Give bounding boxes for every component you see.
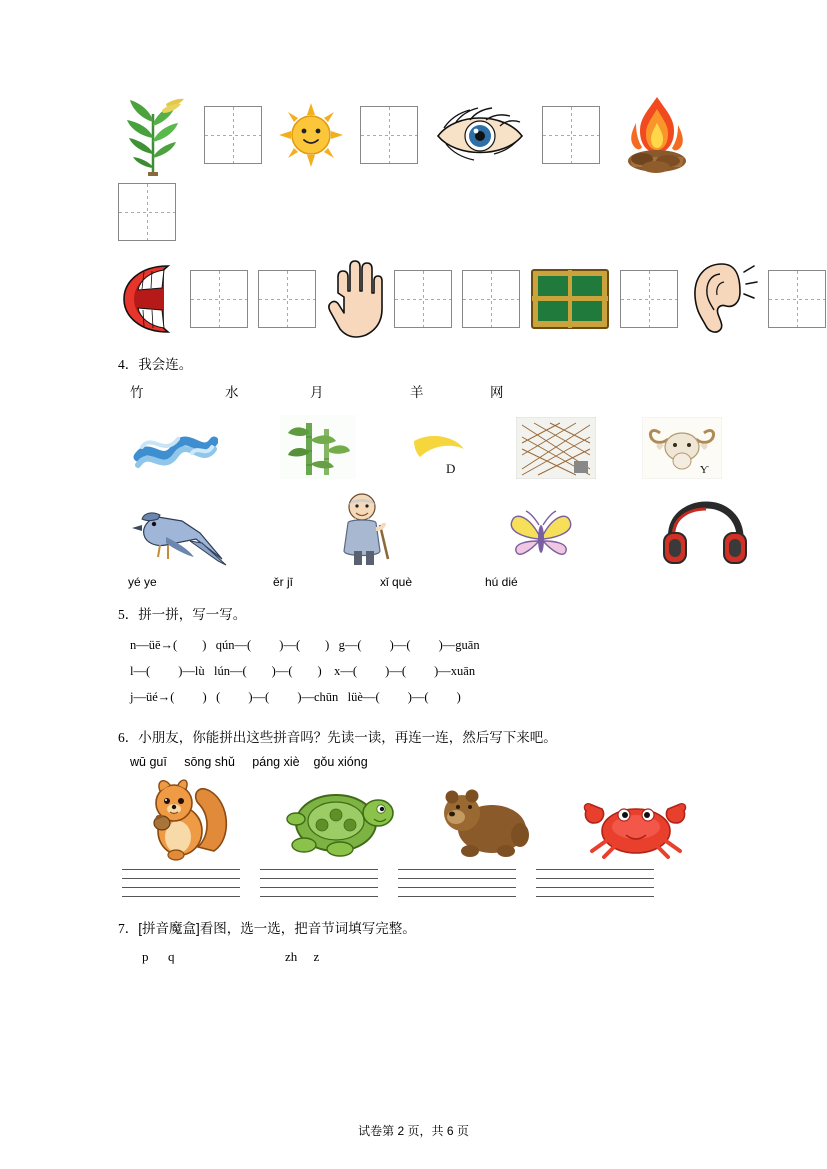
q4-pinyin-row [128, 575, 718, 589]
headphones-image [662, 499, 748, 569]
bird-image [130, 499, 230, 569]
tianzige-box[interactable] [768, 270, 826, 328]
ear-image [688, 260, 758, 338]
turtle-image [278, 779, 396, 861]
question-6-heading [118, 728, 718, 748]
question-7-number: 7． [118, 920, 139, 936]
q6-writing-lines [122, 869, 718, 899]
q5-line-2[interactable]: l—( )—lù lún—( )—( ) x—( )—( )—xuān [130, 663, 476, 678]
q4-image-row-2 [118, 491, 718, 569]
q7-letter-choices[interactable]: p q zh z [142, 948, 320, 964]
q4-char-4: 网 [490, 385, 504, 401]
question-7-title: [拼音魔盒]看图，选一选，把音节词填写完整。 [138, 920, 416, 936]
q4-pinyin-0: yé ye [128, 575, 157, 590]
window-image [530, 268, 610, 330]
net-image [516, 417, 596, 479]
q4-pinyin-3: hú dié [485, 575, 518, 590]
bear-image [436, 779, 540, 861]
eye-image [434, 106, 526, 164]
crescent-moon-image [408, 427, 468, 479]
question-4-title: 我会连。 [138, 357, 193, 372]
old-man-image [328, 489, 398, 569]
butterfly-image [504, 503, 578, 569]
tianzige-box[interactable] [620, 270, 678, 328]
q5-line-3[interactable]: j—üé→( ) ( )—( )—chūn lüè—( )—( ) [130, 690, 461, 704]
picture-word-row-1b [118, 183, 718, 241]
q4-char-2: 月 [310, 385, 324, 401]
svg-text:Ƴ: Ƴ [700, 464, 709, 477]
mouth-image [118, 260, 180, 338]
tianzige-box[interactable] [394, 270, 452, 328]
question-5-heading [118, 605, 718, 625]
corn-plant-image [118, 92, 188, 178]
writing-line[interactable] [536, 869, 654, 899]
q4-char-3: 羊 [410, 385, 424, 401]
q4-image-row-1 [118, 409, 718, 479]
q6-image-row [118, 775, 718, 861]
question-4-heading [118, 355, 718, 375]
squirrel-image [136, 775, 232, 861]
page-content [118, 95, 718, 965]
picture-word-row-2 [118, 259, 718, 339]
q5-line-1[interactable]: n—üē→( ) qún—( )—( ) g—( )—( )—guān [130, 637, 480, 652]
q4-pinyin-2: xǐ què [380, 575, 413, 590]
tianzige-box[interactable] [542, 106, 600, 164]
question-4-number: 4． [118, 357, 139, 372]
q4-pinyin-1: ěr jī [273, 575, 294, 590]
crab-image [580, 779, 690, 861]
tianzige-box[interactable] [258, 270, 316, 328]
goat-head-image [642, 417, 722, 479]
q6-pinyin-row: wū guī sōng shǔ páng xiè gǒu xióng [130, 754, 368, 769]
writing-line[interactable] [122, 869, 240, 899]
tianzige-box[interactable] [190, 270, 248, 328]
question-5-title: 拼一拼，写一写。 [138, 607, 247, 623]
q4-char-1: 水 [225, 385, 239, 401]
fire-image [616, 93, 698, 177]
question-6-title: 小朋友，你能拼出这些拼音吗？先读一读，再连一连，然后写下来吧。 [138, 730, 557, 746]
tianzige-box[interactable] [118, 183, 176, 241]
writing-line[interactable] [398, 869, 516, 899]
question-6-number: 6． [118, 730, 139, 746]
tianzige-box[interactable] [204, 106, 262, 164]
bamboo-image [280, 415, 356, 479]
hand-image [326, 257, 384, 341]
tianzige-box[interactable] [360, 106, 418, 164]
writing-line[interactable] [260, 869, 378, 899]
q4-char-0: 竹 [130, 385, 144, 401]
tianzige-box[interactable] [462, 270, 520, 328]
water-stream-image [132, 417, 218, 479]
question-5-number: 5． [118, 607, 139, 623]
sun-image [278, 102, 344, 168]
q4-character-row [130, 381, 718, 401]
svg-text:D: D [446, 461, 456, 477]
question-7-heading [118, 919, 718, 939]
page-footer: 试卷第 2 页，共 6 页 [358, 1124, 469, 1138]
picture-word-row-1 [118, 95, 718, 175]
